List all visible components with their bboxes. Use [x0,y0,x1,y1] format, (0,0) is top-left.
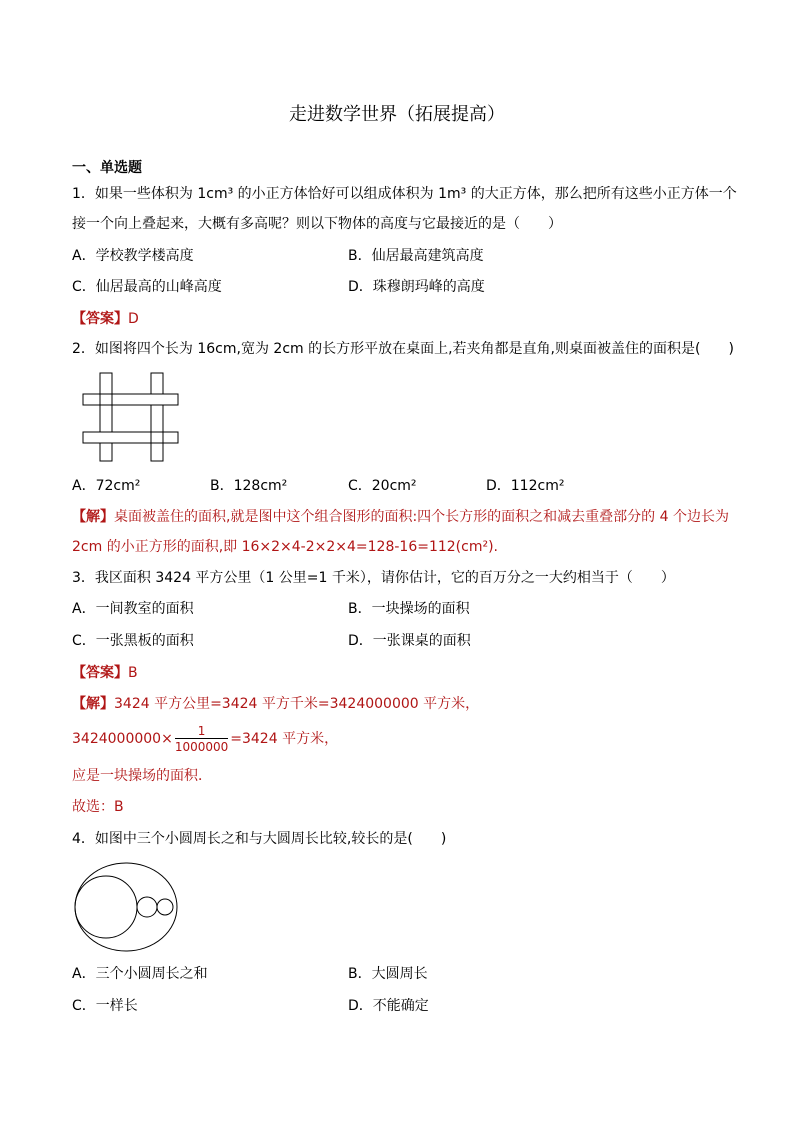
q3-solution-line1 [72,694,732,714]
q3-fraction-denominator: 1000000 [174,740,229,754]
q2-text-line1: 2．如图将四个长为 16cm,宽为 2cm 的长方形平放在桌面上,若夹角都是直角,则桌面被盖住的面积是( ) [72,341,734,357]
q3-option-a: A．一间教室的面积 [72,601,194,617]
q2-rectangles-figure [78,370,182,464]
q3-solution-tag: 【解】 [72,696,114,712]
q2-option-d: D．112cm² [486,478,565,494]
q1-text-line2: 接一个向上叠起来，大概有多高呢？则以下物体的高度与它最接近的是（ ） [72,216,562,232]
q4-text-line1: 4．如图中三个小圆周长之和与大圆周长比较,较长的是( ) [72,831,447,847]
q3-solution-expr-pre: 3424000000× [72,731,173,747]
q2-option-b: B．128cm² [210,478,288,494]
q3-solution-line2 [72,722,732,756]
q3-fraction [175,724,228,754]
section-heading: 一、单选题 [72,160,142,176]
q3-fraction-numerator: 1 [197,724,206,738]
q3-solution-expr-post: =3424 平方米， [230,731,339,747]
q2-solution-tag: 【解】 [72,509,114,525]
q1-answer-value: D [128,311,139,327]
q2-solution-line1 [72,507,732,527]
q1-answer [72,309,732,329]
q1-option-d: D．珠穆朗玛峰的高度 [348,279,485,295]
q3-solution-text1: 3424 平方公里=3424 平方千米=3424000000 平方米， [114,696,480,712]
q3-text-line1: 3．我区面积 3424 平方公里（1 公里=1 千米），请你估计，它的百万分之一大约相当于（ ） [72,570,675,586]
q3-answer [72,663,732,683]
q2-solution-text1: 桌面被盖住的面积,就是图中这个组合图形的面积:四个长方形的面积之和减去重叠部分的 4 个边长为 [114,509,729,525]
q3-option-b: B．一块操场的面积 [348,601,470,617]
page-title: 走进数学世界（拓展提高） [289,104,505,125]
q3-answer-value: B [128,665,138,681]
q2-option-a: A．72cm² [72,478,141,494]
q4-option-b: B．大圆周长 [348,966,428,982]
q1-text-line1: 1．如果一些体积为 1cm³ 的小正方体恰好可以组成体积为 1m³ 的大正方体，那么把所有这些小正方体一个 [72,186,737,202]
q3-option-d: D．一张课桌的面积 [348,633,471,649]
q2-solution-line2: 2cm 的小正方形的面积,即 16×2×4-2×2×4=128-16=112(cm²). [72,539,499,555]
q3-answer-tag: 【答案】 [72,665,128,681]
q1-answer-tag: 【答案】 [72,311,128,327]
q2-option-c: C．20cm² [348,478,417,494]
q4-circles-figure [72,860,182,956]
q3-solution-line3: 应是一块操场的面积． [72,768,212,784]
q1-option-a: A．学校教学楼高度 [72,248,194,264]
q3-option-c: C．一张黑板的面积 [72,633,194,649]
q4-option-c: C．一样长 [72,998,138,1014]
q4-option-d: D．不能确定 [348,998,429,1014]
q1-option-c: C．仙居最高的山峰高度 [72,279,222,295]
q3-solution-line4: 故选：B [72,799,124,815]
q4-option-a: A．三个小圆周长之和 [72,966,208,982]
q1-option-b: B．仙居最高建筑高度 [348,248,484,264]
